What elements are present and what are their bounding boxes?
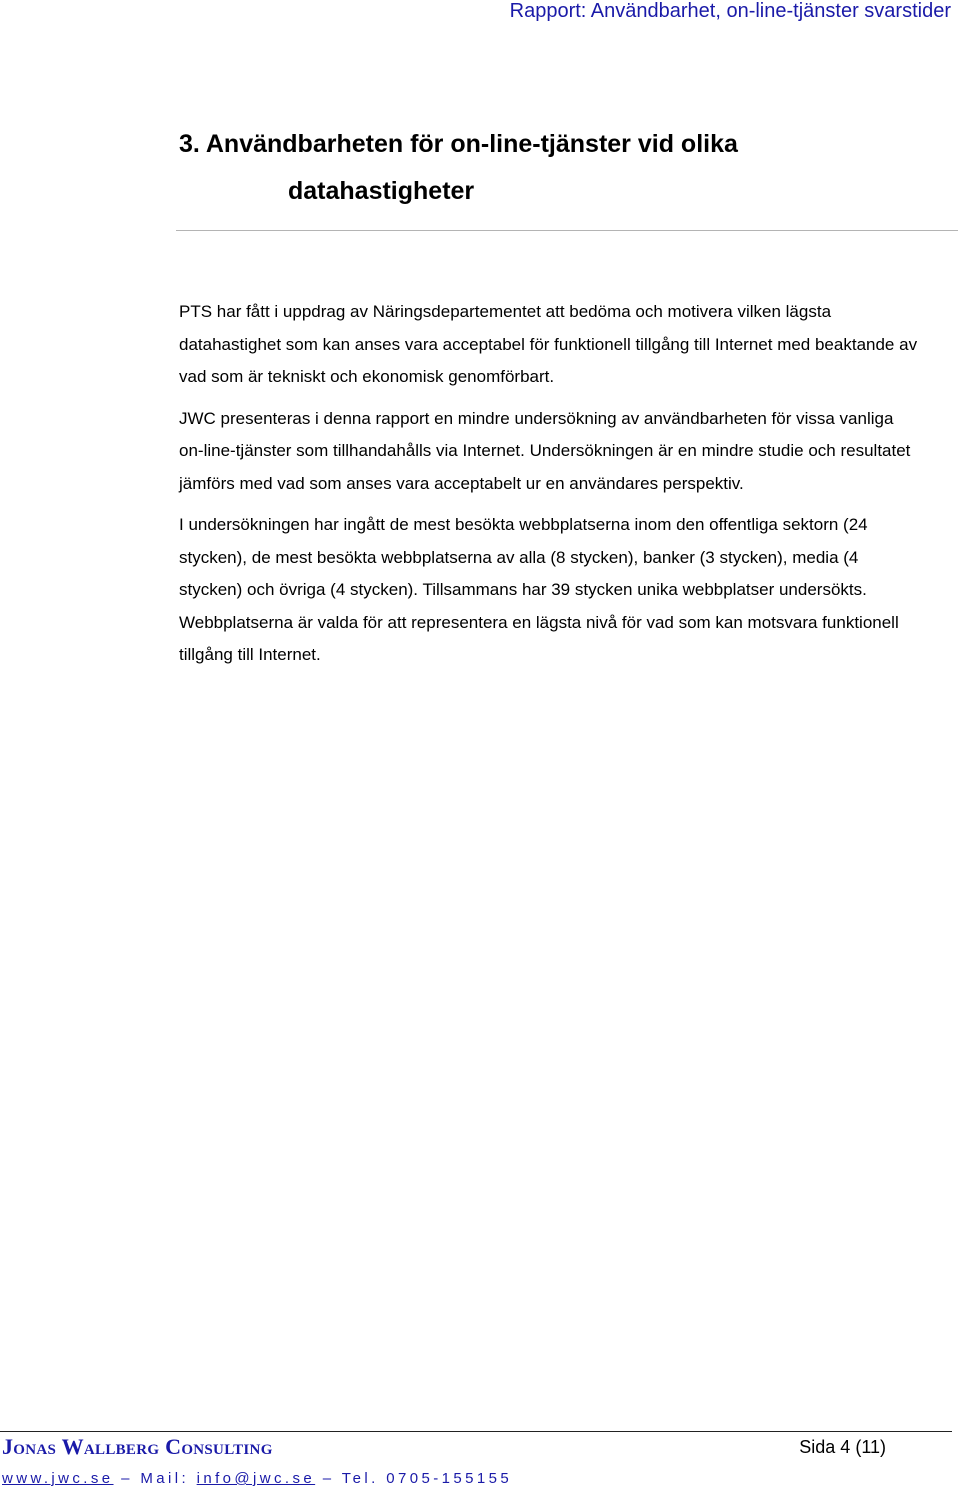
footer-company-name: Jonas Wallberg Consulting — [2, 1434, 273, 1459]
paragraph-websites: I undersökningen har ingått de mest besökta webbplatserna inom den offentliga sektorn (24 stycken), de mest besökta webbplatserna av alla (8 stycken), banker (3 stycken), media (4 stycken) och övriga (4 stycken). Tillsammans har 39 stycken unika webbplatser undersökts. Webbplatserna är valda för att representera en lägsta nivå för vad som kan motsvara funktionell tillgång till Internet. — [179, 515, 899, 664]
paragraph-study: JWC presenteras i denna rapport en mindre undersökning av användbarheten för vissa vanliga on-line-tjänster som tillhandahålls via Internet. Undersökningen är en mindre studie och resultatet jämförs med vad som anses vara acceptabelt ur en användares perspektiv. — [179, 408, 911, 493]
website-link[interactable]: www.jwc.se — [2, 1470, 114, 1487]
email-link[interactable]: info@jwc.se — [196, 1470, 316, 1487]
footer-contact — [2, 1469, 512, 1489]
title-divider — [176, 230, 958, 231]
running-header: Rapport: Användbarhet, on-line-tjänster svarstider — [509, 0, 951, 22]
chapter-title-line-2: datahastigheter — [288, 177, 475, 205]
page-number: Sida 4 (11) — [799, 1437, 886, 1457]
contact-separator-mail: – Mail: — [113, 1470, 197, 1487]
contact-separator-tel: – Tel. — [315, 1470, 387, 1487]
body-text — [179, 296, 919, 681]
phone-number: 0705-155155 — [386, 1470, 513, 1487]
footer-divider — [0, 1431, 952, 1432]
chapter-title — [179, 121, 879, 215]
paragraph-assignment: PTS har fått i uppdrag av Näringsdepartementet att bedöma och motivera vilken lägsta datahastighet som kan anses vara acceptabel för funktionell tillgång till Internet med beaktande av vad som är tekniskt och ekonomisk genomförbart. — [179, 302, 918, 386]
chapter-title-line-1: 3. Användbarheten för on-line-tjänster vid olika — [179, 130, 738, 158]
